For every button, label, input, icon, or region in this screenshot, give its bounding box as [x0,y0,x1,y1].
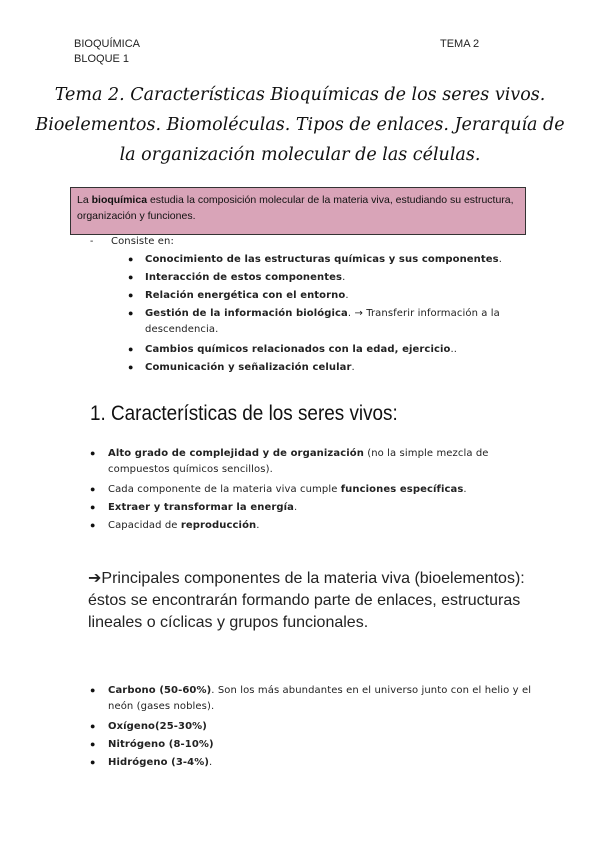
item-rest-text: . [498,254,503,265]
consiste-item [145,342,525,358]
principales-paragraph: ➔Principales componentes de la materia viva (bioelementos): éstos se encontrarán formando parte de enlaces, estructuras lineales o cíclicas y grupos funcionales. [88,570,525,631]
consiste-item [145,306,525,338]
item-bold-text: Relación energética con el entorno [145,290,346,301]
consiste-item [145,270,525,286]
characteristic-item [108,500,528,516]
item-bold-text: Alto grado de complejidad y de organización [108,448,364,459]
consiste-item [145,252,525,268]
bioelement-item [108,755,533,771]
item-bold-text: Nitrógeno (8-10%) [108,739,214,750]
bioelement-item [108,737,533,753]
callout-prefix: La [77,194,92,206]
bullet-icon: ● [128,254,134,264]
item-bold-text: Hidrógeno (3-4%) [108,757,209,768]
item-rest-text: . [345,290,349,301]
bullet-icon: ● [90,502,96,512]
header-block: BLOQUE 1 [74,53,130,65]
section-heading: 1. Características de los seres vivos: [90,402,398,425]
bullet-icon: ● [128,344,134,354]
bullet-icon: ● [128,362,134,372]
bullet-icon: ● [128,272,134,282]
bullet-icon: ● [128,308,134,318]
bullet-icon: ● [90,757,96,767]
item-rest-text: .. [450,344,458,355]
consiste-label: Consiste en: [111,236,174,247]
bullet-icon: ● [90,685,96,695]
item-rest-text: . [463,484,467,495]
item-rest-text: . → Transferir información a la descendencia. [145,308,500,335]
item-bold-text: Comunicación y señalización celular [145,362,352,373]
item-prefix: Cada componente de la materia viva cumple [108,484,341,495]
item-bold-text: Extraer y transformar la energía [108,502,295,513]
callout-term: bioquímica [91,194,148,206]
bullet-icon: ● [90,739,96,749]
bullet-icon: ● [128,290,134,300]
bullet-icon: ● [90,448,96,458]
item-rest-text: (no la simple mezcla de compuestos químicos sencillos). [108,448,489,475]
consiste-item [145,360,525,376]
item-rest-text: . [351,362,355,373]
bullet-icon: ● [90,484,96,494]
item-bold-text: Carbono (50-60%) [108,685,212,696]
bioelement-item [108,719,533,735]
item-prefix: Capacidad de [108,520,181,531]
characteristic-item [108,482,528,498]
consiste-item [145,288,525,304]
item-bold-text: Cambios químicos relacionados con la edad, ejercicio [145,344,451,355]
item-rest-text: . Son los más abundantes en el universo junto con el helio y el neón (gases nobles). [108,685,532,712]
header-topic: TEMA 2 [440,38,480,50]
bioelement-item [108,683,533,715]
item-bold-text: funciones específicas [340,484,464,495]
item-bold-text: Gestión de la información biológica [145,308,348,319]
characteristic-item [108,518,528,534]
bullet-icon: ● [90,721,96,731]
item-rest-text: . [342,272,346,283]
item-rest-text: . [209,757,213,768]
page-title: Tema 2. Características Bioquímicas de los seres vivos. Bioelementos. Biomoléculas. Tipos de enlaces. Jerarquía de la organización molecular de las células. [35,85,565,165]
item-bold-text: Interacción de estos componentes [145,272,343,283]
characteristic-item [108,446,528,478]
header-subject: BIOQUÍMICA [74,38,141,50]
item-bold-text: Oxígeno(25-30%) [108,721,207,732]
definition-callout [70,187,526,235]
item-bold-text: Conocimiento de las estructuras químicas y sus componentes [145,254,499,265]
callout-rest: estudia la composición molecular de la materia viva, estudiando su estructura, organización y funciones. [77,194,514,222]
item-rest-text: . [294,502,298,513]
consiste-dash: - [90,236,94,247]
item-rest-text: . [256,520,260,531]
item-bold-text: reproducción [180,520,257,531]
bullet-icon: ● [90,520,96,530]
